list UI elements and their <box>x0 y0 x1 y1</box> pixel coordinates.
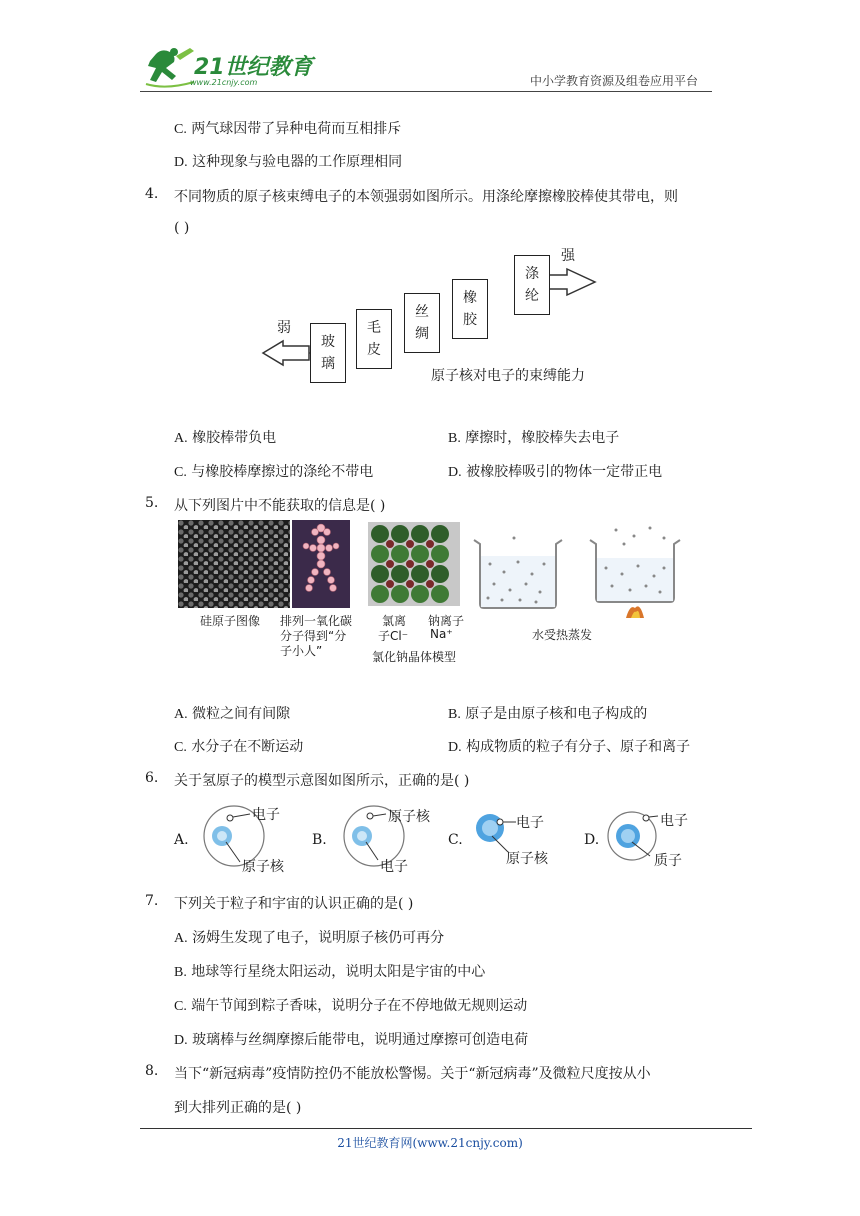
q4-number: 4. <box>145 186 159 202</box>
q6-b-bottom-label: 电子 <box>380 859 408 875</box>
q5-number: 5. <box>145 495 159 511</box>
q6-option-d-label: D. <box>584 832 600 848</box>
q7-option-c: C. 端午节闻到粽子香味，说明分子在不停地做无规则运动 <box>174 998 528 1014</box>
box-glass: 玻 璃 <box>310 323 346 383</box>
q4-option-b: B. 摩擦时，橡胶棒失去电子 <box>448 430 620 446</box>
q6-d-bottom-label: 质子 <box>654 853 682 869</box>
caption-na-line2: Na⁺ <box>430 627 453 641</box>
q4-option-c: C. 与橡胶棒摩擦过的涤纶不带电 <box>174 464 374 480</box>
q6-a-top-label: 电子 <box>252 807 280 823</box>
q7-option-b: B. 地球等行星绕太阳运动，说明太阳是宇宙的中心 <box>174 964 486 980</box>
q8-stem-line1: 当下“新冠病毒”疫情防控仍不能放松警惕。关于“新冠病毒”及微粒尺度按从小 <box>174 1066 651 1082</box>
box-polyester: 涤 纶 <box>514 255 550 315</box>
logo-url: www.21cnjy.com <box>190 78 258 87</box>
water-beaker-image <box>470 534 566 610</box>
q5-figure <box>178 520 698 665</box>
caption-cl-line2: 子Cl⁻ <box>378 629 409 643</box>
q6-option-a-label: A. <box>174 832 189 848</box>
q6-number: 6. <box>145 770 159 786</box>
caption-co-line2: 分子得到“分 <box>280 629 347 643</box>
caption-nacl: 氯化钠晶体模型 <box>372 650 457 664</box>
box-rubber: 橡 胶 <box>452 279 488 339</box>
q4-binding-figure <box>255 245 605 390</box>
q6-b-top-label: 原子核 <box>388 809 430 825</box>
caption-co-line1: 排列一氧化碳 <box>280 614 353 628</box>
box-silk: 丝 绸 <box>404 293 440 353</box>
q8-number: 8. <box>145 1063 159 1079</box>
weak-label: 弱 <box>277 320 291 336</box>
footer-divider <box>140 1128 752 1129</box>
q5-option-d: D. 构成物质的粒子有分子、原子和离子 <box>448 739 691 755</box>
caption-silicon: 硅原子图像 <box>200 614 261 628</box>
caption-na-line1: 钠离子 <box>428 614 465 628</box>
nacl-crystal-model-image <box>368 522 460 606</box>
silicon-atom-image <box>178 520 290 608</box>
caption-evaporation: 水受热蒸发 <box>532 628 593 642</box>
q7-stem: 下列关于粒子和宇宙的认识正确的是( ) <box>174 896 414 912</box>
strong-label: 强 <box>561 248 575 264</box>
logo-text: 21世纪教育 <box>194 55 313 80</box>
heated-beaker-image <box>586 524 686 620</box>
q7-option-d: D. 玻璃棒与丝绸摩擦后能带电，说明通过摩擦可创造电荷 <box>174 1032 529 1048</box>
q4-option-d: D. 被橡胶棒吸引的物体一定带正电 <box>448 464 663 480</box>
q5-stem: 从下列图片中不能获取的信息是( ) <box>174 498 386 514</box>
q6-c-top-label: 电子 <box>516 815 544 831</box>
q6-c-bottom-label: 原子核 <box>506 851 548 867</box>
q3-option-d: D. 这种现象与验电器的工作原理相同 <box>174 154 403 170</box>
q7-number: 7. <box>145 893 159 909</box>
caption-cl-line1: 氯离 <box>382 614 407 628</box>
q6-a-bottom-label: 原子核 <box>242 859 284 875</box>
q3-option-c: C. 两气球因带了异种电荷而互相排斥 <box>174 121 402 137</box>
q6-stem: 关于氢原子的模型示意图如图所示，正确的是( ) <box>174 773 470 789</box>
q8-stem-line2: 到大排列正确的是( ) <box>174 1100 302 1116</box>
q4-stem-line1: 不同物质的原子核束缚电子的本领强弱如图所示。用涤纶摩擦橡胶棒使其带电，则 <box>174 189 678 205</box>
q5-option-c: C. 水分子在不断运动 <box>174 739 304 755</box>
q6-option-b-label: B. <box>312 832 327 848</box>
header-divider <box>140 91 712 92</box>
q6-d-top-label: 电子 <box>660 813 688 829</box>
q4-option-a: A. 橡胶棒带负电 <box>174 430 277 446</box>
q6-option-c-label: C. <box>448 832 463 848</box>
q4-stem-line2: ( ) <box>174 220 190 236</box>
footer-link[interactable]: 21世纪教育网(www.21cnjy.com) <box>337 1136 523 1150</box>
q5-option-a: A. 微粒之间有间隙 <box>174 706 291 722</box>
caption-co-line3: 子小人” <box>280 644 323 658</box>
q5-option-b: B. 原子是由原子核和电子构成的 <box>448 706 648 722</box>
figure-caption: 原子核对电子的束缚能力 <box>431 368 585 384</box>
co-molecule-man-image <box>292 520 350 608</box>
box-fur: 毛 皮 <box>356 309 392 369</box>
q7-option-a: A. 汤姆生发现了电子，说明原子核仍可再分 <box>174 930 445 946</box>
header-right-text: 中小学教育资源及组卷应用平台 <box>530 74 699 88</box>
